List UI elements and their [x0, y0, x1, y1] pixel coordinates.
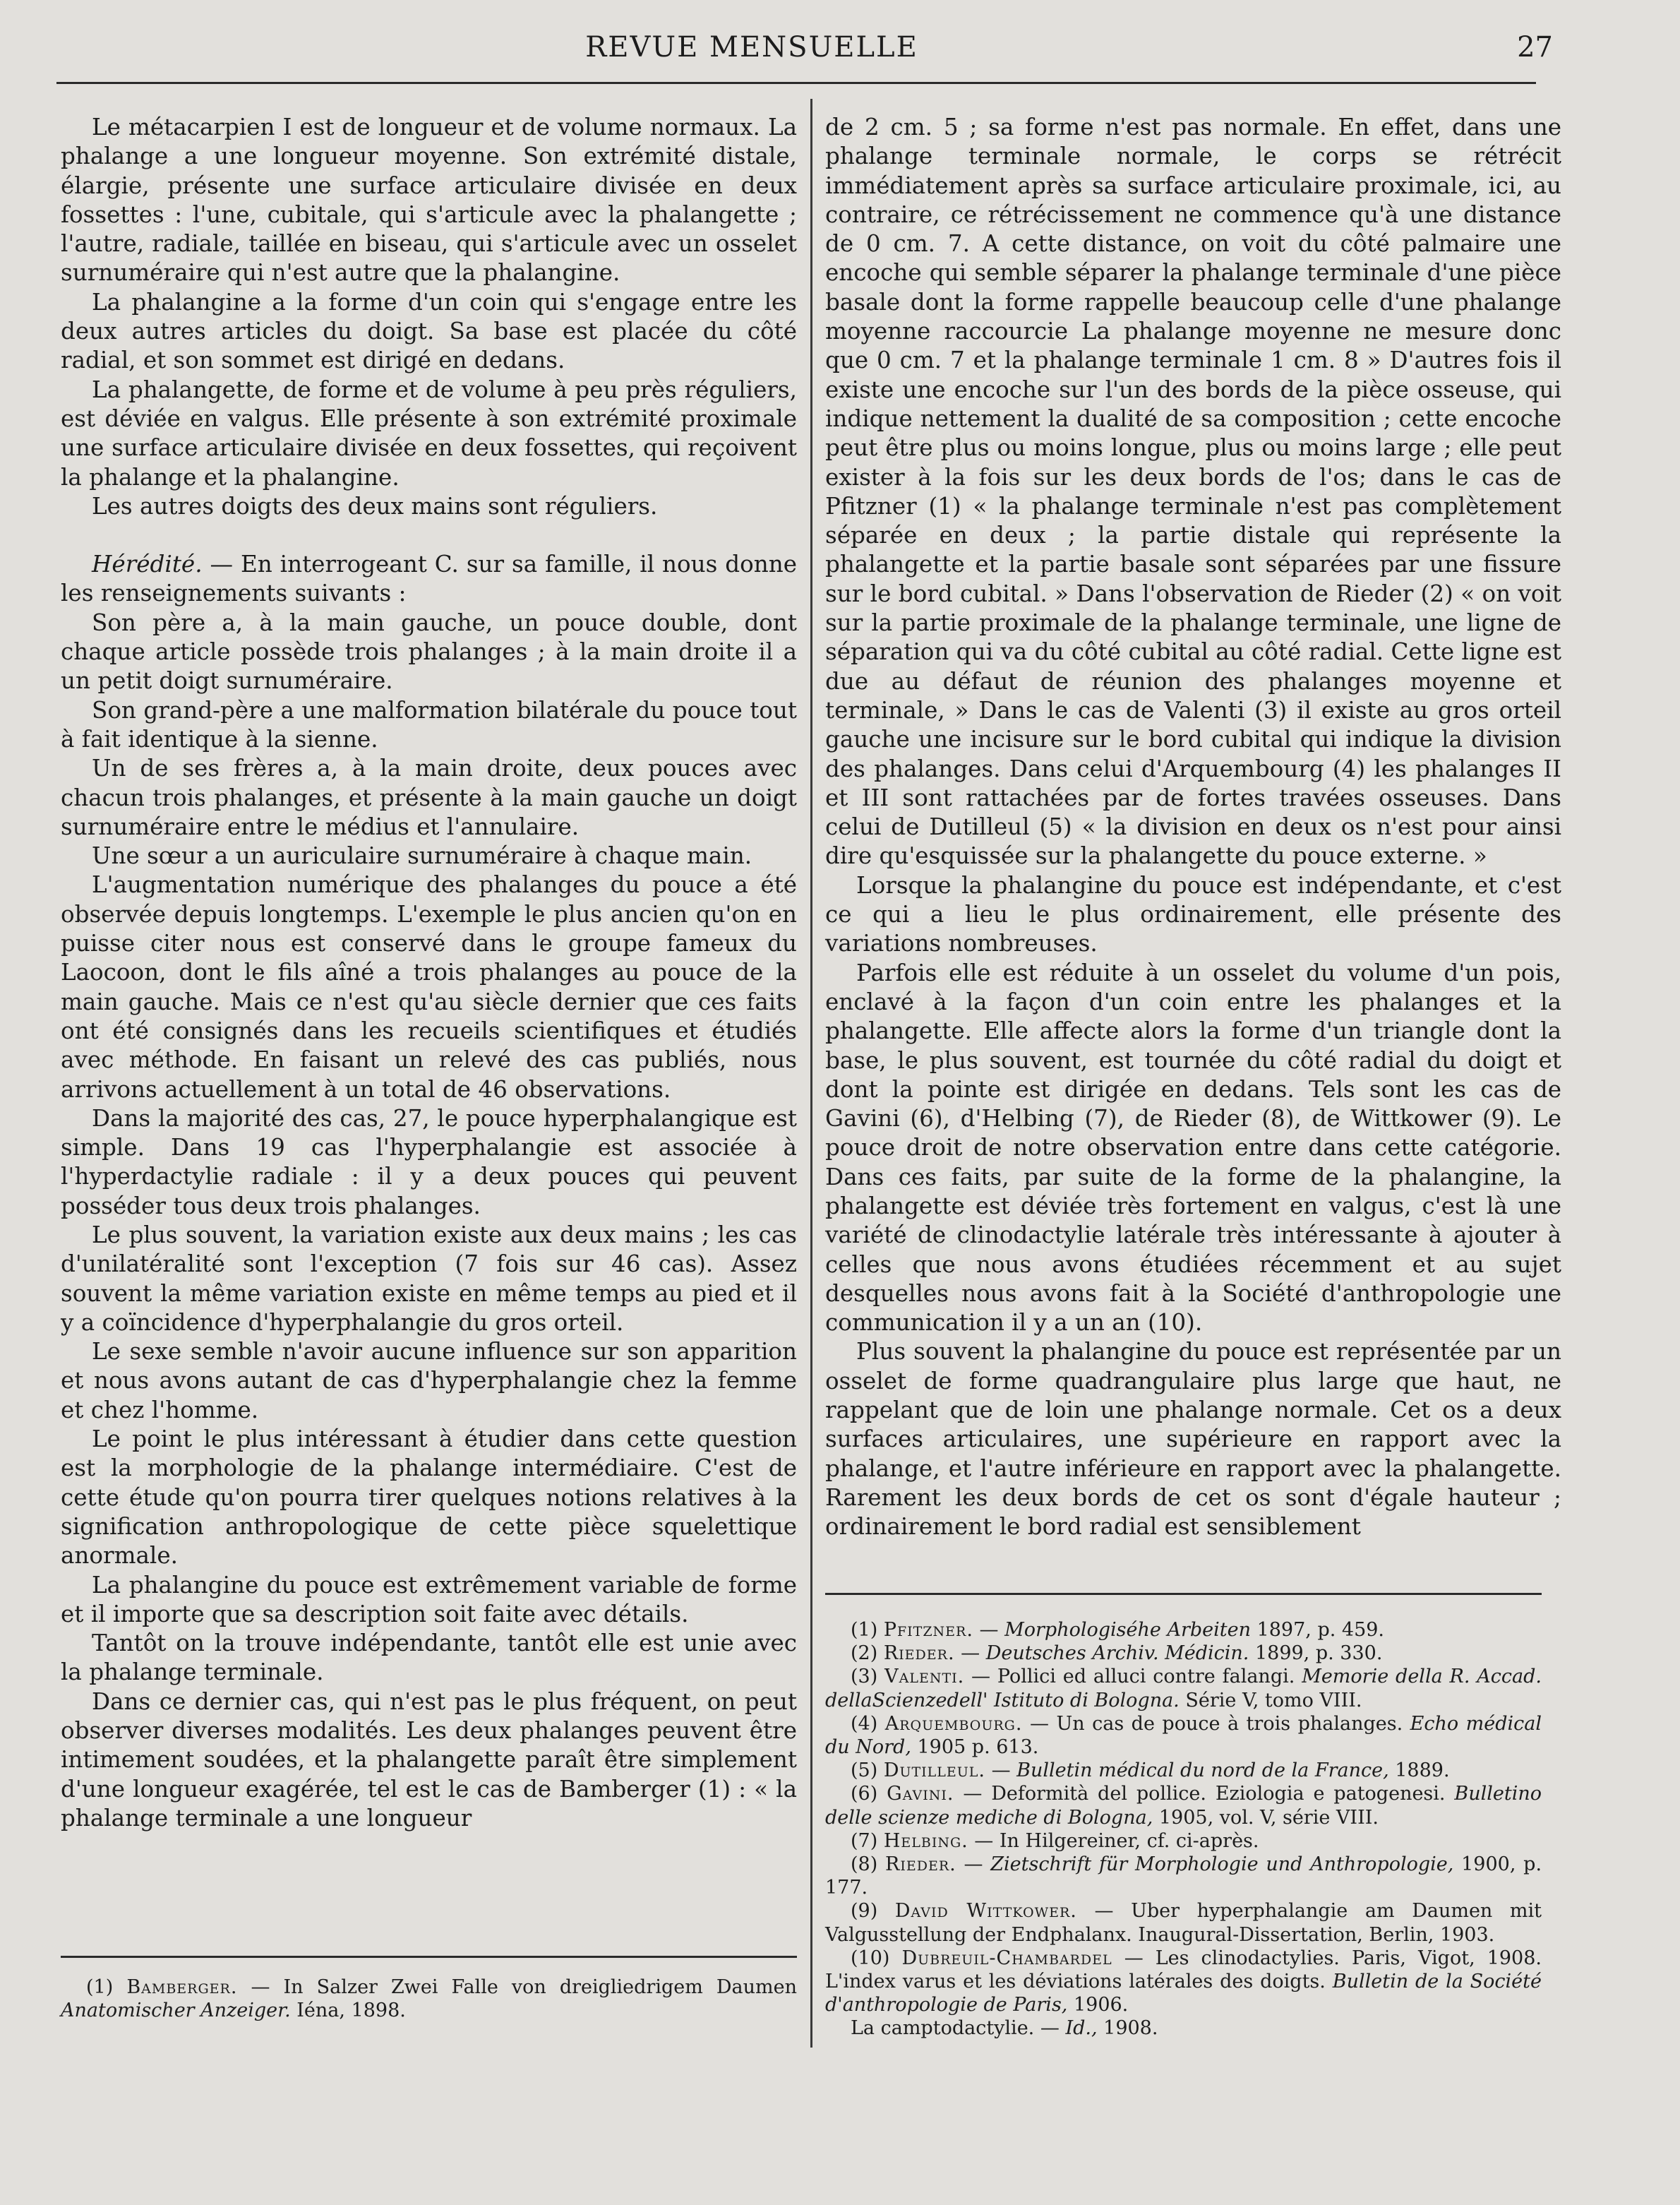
- column-divider: [810, 99, 812, 2048]
- paragraph: Une sœur a un auriculaire surnuméraire à chaque main.: [92, 842, 752, 870]
- paragraph: de 2 cm. 5 ; sa forme n'est pas normale. En effet, dans une phalange terminale normale, le corps se rétrécit immédiatement après sa surface articulaire proximale, ici, au contraire, ce rétrécissement ne commence qu'à une distance de 0 cm. 7. A cette distance, on voit du côté palmaire une encoche qui semble séparer la phalange terminale d'une pièce basale dont la forme rappelle beaucoup celle d'une phalange moyenne raccourcie La phalange moyenne ne mesure donc que 0 cm. 7 et la phalange terminale 1 cm. 8 » D'autres fois il existe une encoche sur l'un des bords de la pièce osseuse, qui indique nettement la dualité de sa composition ; cette encoche peut être plus ou moins longue, plus ou moins large ; elle peut exister à la fois sur les deux bords de l'os; dans le cas de Pfitzner (1) « la phalange terminale n'est pas complètement séparée en deux ; la partie distale qui représente la phalangette et la partie basale sont séparées par une fissure sur le bord cubital. » Dans l'observation de Rieder (2) « on voit sur la partie proximale de la phalange terminale, une ligne de séparation qui va du côté cubital au côté radial. Cette ligne est due au défaut de réunion des phalanges moyenne et terminale, » Dans le cas de Valenti (3) il existe au gros orteil gauche une incisure sur le bord cubital qui indique la division des phalanges. Dans celui d'Arquembourg (4) les phalanges II et III sont rattachées par de fortes travées osseuses. Dans celui de Dutilleul (5) « la division en deux os n'est pour ainsi dire qu'esquissée sur la phalangette du pouce externe. »: [825, 114, 1561, 870]
- footnote-text: La camptodactylie. —: [851, 2017, 1066, 2040]
- paragraph: Les autres doigts des deux mains sont réguliers.: [92, 492, 658, 520]
- heredite-paragraph: [61, 550, 797, 609]
- footnote-number: (9): [851, 1900, 895, 1923]
- footnote: [825, 1829, 1542, 1853]
- footnote-text: —: [985, 1759, 1017, 1782]
- footnote: [825, 1899, 1542, 1946]
- heredite-text: — En interrogeant C. sur sa famille, il nous donne les renseignements suivants :: [61, 551, 797, 607]
- footnote-rule: [825, 1593, 1542, 1595]
- paragraph: Un de ses frères a, à la main droite, deux pouces avec chacun trois phalanges, et présente à la main gauche un doigt surnuméraire entre le médius et l'annulaire.: [61, 755, 797, 840]
- footnote-author: Dubreuil-Chambardel: [901, 1947, 1112, 1969]
- right-footnotes: [825, 1618, 1542, 2040]
- paragraph: Dans ce dernier cas, qui n'est pas le plus fréquent, on peut observer diverses modalités. Les deux phalanges peuvent être intimement soudées, et la phalangette paraît être simplement d'une longueur exagérée, tel est le cas de Bamberger (1) : « la phalange terminale a une longueur: [61, 1687, 797, 1831]
- footnote: [825, 2016, 1542, 2040]
- footnote-text: —: [954, 1642, 986, 1665]
- footnote-text: — In Hilgereiner, cf. ci-après.: [968, 1829, 1259, 1852]
- paragraph: Son père a, à la main gauche, un pouce double, dont chaque article possède trois phalanges ; à la main droite il a un petit doigt surnuméraire.: [61, 609, 797, 695]
- footnote-journal: Echo médical du Nord,: [825, 1712, 1542, 1759]
- footnote-number: (1): [86, 1976, 127, 1998]
- heredite-label: Hérédité.: [92, 551, 203, 578]
- footnote: [825, 1712, 1542, 1759]
- footnote: [825, 1759, 1542, 1782]
- footnote-number: (8): [851, 1853, 886, 1876]
- paragraph: Dans la majorité des cas, 27, le pouce hyperphalangique est simple. Dans 19 cas l'hyperphalangie est associée à l'hyperdactylie radiale : il y a deux pouces qui peuvent posséder tous deux trois phalanges.: [61, 1104, 797, 1219]
- footnote-number: (7): [851, 1829, 884, 1852]
- footnote-rest: 1889.: [1388, 1759, 1450, 1782]
- footnote-author: Arquembourg.: [884, 1712, 1023, 1735]
- footnote-journal: Bulletin médical du nord de la France,: [1016, 1759, 1389, 1782]
- footnote-rest: 1897, p. 459.: [1250, 1619, 1385, 1641]
- footnote-rest: 1905 p. 613.: [911, 1736, 1039, 1759]
- footnote-author: Rieder.: [883, 1642, 955, 1665]
- footnote-rest: 1905, vol. V, série VIII.: [1153, 1806, 1379, 1829]
- footnote-rest: 1908.: [1097, 2017, 1158, 2040]
- footnote-journal: Zietschrift für Morphologie und Anthropologie,: [990, 1853, 1454, 1876]
- footnote-journal: Bulletino delle scienze mediche di Bologna,: [825, 1783, 1542, 1829]
- page-number: 27: [1517, 31, 1553, 64]
- footnote: [825, 1642, 1542, 1665]
- footnote-author: Rieder.: [885, 1853, 956, 1876]
- right-column: [825, 113, 1561, 1542]
- footnote-number: (6): [851, 1783, 887, 1805]
- footnote-number: (3): [851, 1666, 885, 1688]
- footnote: [825, 1618, 1542, 1642]
- left-footnotes: [61, 1976, 797, 2022]
- footnote: [825, 1782, 1542, 1829]
- footnote-author: Gavini.: [887, 1783, 954, 1805]
- footnote-text: — Les clinodactylies. Paris, Vigot, 1908. L'index varus et les déviations latérales des doigts.: [825, 1947, 1542, 1993]
- header-rule: [56, 82, 1536, 84]
- left-column: [61, 113, 797, 1833]
- running-header: [0, 31, 1680, 73]
- footnote-author: Pfitzner.: [883, 1619, 973, 1641]
- footnote-author: Dutilleul.: [883, 1759, 985, 1782]
- footnote-rule: [61, 1956, 797, 1958]
- paragraph: Lorsque la phalangine du pouce est indépendante, et c'est ce qui a lieu le plus ordinairement, elle présente des variations nombreuses.: [825, 871, 1561, 957]
- paragraph: Tantôt on la trouve indépendante, tantôt elle est unie avec la phalange terminale.: [61, 1630, 797, 1686]
- paragraph: Le plus souvent, la variation existe aux deux mains ; les cas d'unilatéralité sont l'exception (7 fois sur 46 cas). Assez souvent la même variation existe en même temps au pied et il y a coïncidence d'hyperphalangie du gros orteil.: [61, 1221, 797, 1336]
- footnote: [825, 1665, 1542, 1711]
- footnote: [825, 1853, 1542, 1899]
- footnote-author: Valenti.: [884, 1666, 965, 1688]
- footnote-number: (5): [851, 1759, 884, 1782]
- footnote-journal: Anatomischer Anzeiger.: [61, 2000, 291, 2022]
- footnote-number: (1): [851, 1619, 884, 1641]
- footnote: [61, 1976, 797, 2022]
- footnote-number: (2): [851, 1642, 884, 1665]
- footnote-text: —: [973, 1619, 1005, 1641]
- paragraph: Le point le plus intéressant à étudier dans cette question est la morphologie de la phalange intermédiaire. C'est de cette étude qu'on pourra tirer quelques notions relatives à la signification anthropologique de cette pièce squelettique anormale.: [61, 1426, 797, 1570]
- footnote-text: — Un cas de pouce à trois phalanges.: [1022, 1712, 1410, 1735]
- paragraph: Son grand-père a une malformation bilatérale du pouce tout à fait identique à la sienne.: [61, 696, 797, 753]
- footnote-number: (4): [851, 1712, 885, 1735]
- paragraph: La phalangine du pouce est extrêmement variable de forme et il importe que sa description soit faite avec détails.: [61, 1571, 797, 1627]
- footnote-text: — Uber hyperphalangie am Daumen mit Valgusstellung der Endphalanx. Inaugural-Dissertation, Berlin, 1903.: [825, 1900, 1542, 1946]
- paragraph: Plus souvent la phalangine du pouce est représentée par un osselet de forme quadrangulaire plus large que haut, ne rappelant que de loin une phalange normale. Cet os a deux surfaces articulaires, une supérieure en rapport avec la phalange, et l'autre inférieure en rapport avec la phalangette. Rarement les deux bords de cet os sont d'égale hauteur ; ordinairement le bord radial est sensiblement: [825, 1338, 1561, 1541]
- footnote-journal: Id.,: [1065, 2017, 1098, 2040]
- paragraph: Parfois elle est réduite à un osselet du volume d'un pois, enclavé à la façon d'un coin entre les phalanges et la phalangette. Elle affecte alors la forme d'un triangle dont la base, le plus souvent, est tournée du côté radial du doigt et dont la pointe est dirigée en dedans. Tels sont les cas de Gavini (6), d'Helbing (7), de Rieder (8), de Wittkower (9). Le pouce droit de notre observation entre dans cette catégorie. Dans ces faits, par suite de la forme de la phalangine, la phalangette est déviée très fortement en valgus, c'est là une variété de clinodactylie latérale très intéressante à ajouter à celles que nous avons étudiées récemment et au sujet desquelles nous avons fait à la Société d'anthropologie une communication il y a un an (10).: [825, 959, 1561, 1337]
- paragraph: La phalangine a la forme d'un coin qui s'engage entre les deux autres articles du doigt. Sa base est placée du côté radial, et son sommet est dirigé en dedans.: [61, 288, 797, 374]
- footnote-rest: Iéna, 1898.: [290, 2000, 406, 2022]
- footnote-rest: 1906.: [1067, 1994, 1129, 2016]
- footnote-text: — Deformità del pollice. Eziologia e patogenesi.: [954, 1783, 1455, 1805]
- footnote: [825, 1947, 1542, 2017]
- footnote-text: —: [956, 1853, 991, 1876]
- footnote-rest: Série V, tomo VIII.: [1179, 1689, 1362, 1711]
- footnote-author: David Wittkower.: [894, 1900, 1077, 1923]
- paragraph: La phalangette, de forme et de volume à peu près réguliers, est déviée en valgus. Elle présente à son extrémité proximale une surface articulaire divisée en deux fossettes, qui reçoivent la phalange et la phalangine.: [61, 376, 797, 491]
- footnote-rest: 1899, p. 330.: [1249, 1642, 1383, 1665]
- paragraph: Le sexe semble n'avoir aucune influence sur son apparition et nous avons autant de cas d'hyperphalangie chez la femme et chez l'homme.: [61, 1338, 797, 1423]
- journal-title: REVUE MENSUELLE: [585, 31, 918, 64]
- footnote-author: Bamberger.: [126, 1976, 238, 1998]
- paragraph: Le métacarpien I est de longueur et de volume normaux. La phalange a une longueur moyenne. Son extrémité distale, élargie, présente une surface articulaire divisée en deux fossettes : l'une, cubitale, qui s'articule avec la phalangette ; l'autre, radiale, taillée en biseau, qui s'articule avec un osselet surnuméraire qui n'est autre que la phalangine.: [61, 114, 797, 287]
- footnote-rest: 1900, p. 177.: [825, 1853, 1542, 1899]
- footnote-journal: Deutsches Archiv. Médicin.: [985, 1642, 1249, 1665]
- footnote-number: (10): [851, 1947, 902, 1969]
- footnote-text: — Pollici ed alluci contre falangi.: [964, 1666, 1302, 1688]
- footnote-journal: Bulletin de la Société d'anthropologie de Paris,: [825, 1971, 1542, 2016]
- footnote-journal: Morphologiséhe Arbeiten: [1004, 1619, 1251, 1641]
- paragraph: L'augmentation numérique des phalanges du pouce a été observée depuis longtemps. L'exemple le plus ancien qu'on en puisse citer nous est conservé dans le groupe fameux du Laocoon, dont le fils aîné a trois phalanges au pouce de la main gauche. Mais ce n'est qu'au siècle dernier que ces faits ont été consignés dans les recueils scientifiques et étudiés avec méthode. En faisant un relevé des cas publiés, nous arrivons actuellement à un total de 46 observations.: [61, 871, 797, 1103]
- footnote-text: — In Salzer Zwei Falle von dreigliedrigem Daumen: [237, 1976, 797, 1998]
- footnote-journal: Memorie della R. Accad. dellaScienzedell' Istituto di Bologna.: [825, 1666, 1542, 1711]
- footnote-author: Helbing.: [883, 1829, 968, 1852]
